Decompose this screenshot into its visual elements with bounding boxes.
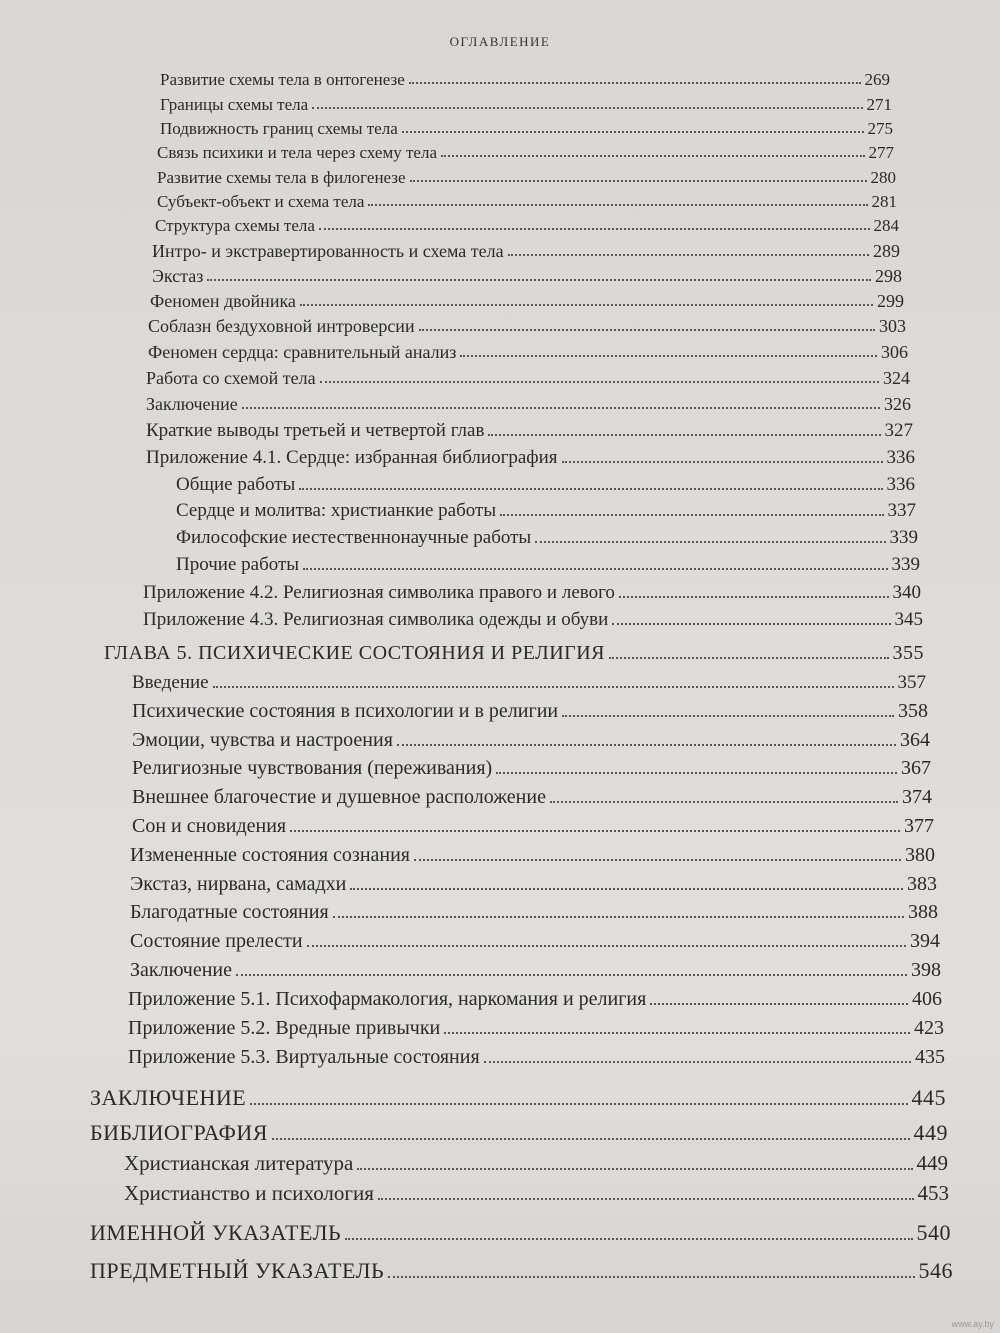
toc-entry-page: 367 [901, 757, 931, 779]
toc-entry-title: Эмоции, чувства и настроения [132, 729, 393, 751]
toc-entry-page: 380 [905, 844, 935, 866]
dot-leader [402, 131, 864, 133]
toc-entry-page: 453 [917, 1181, 949, 1205]
dot-leader [350, 888, 903, 890]
toc-entry [157, 168, 896, 188]
dot-leader [307, 945, 906, 947]
toc-entry-page: 435 [915, 1046, 945, 1068]
toc-entry [176, 500, 916, 522]
toc-entry-page: 340 [892, 582, 921, 603]
toc-entry [90, 1085, 946, 1111]
toc-entry-page: 280 [870, 168, 896, 187]
toc-entry-page: 337 [887, 500, 916, 521]
dot-leader [207, 279, 871, 281]
toc-entry [146, 447, 915, 469]
toc-entry [132, 672, 926, 694]
toc-entry [143, 582, 921, 604]
toc-entry-title: Сон и сновидения [132, 815, 287, 837]
toc-entry-page: 327 [884, 420, 913, 441]
toc-entry [132, 700, 928, 723]
toc-entry [143, 609, 923, 631]
toc-entry [146, 368, 910, 389]
dot-leader [612, 623, 890, 625]
toc-entry-page: 449 [913, 1120, 948, 1145]
toc-entry-title: Измененные состояния сознания [130, 844, 411, 866]
toc-entry-title: Краткие выводы третьей и четвертой глав [146, 420, 485, 441]
toc-entry [157, 192, 897, 212]
toc-entry [132, 729, 930, 752]
toc-entry-title: Субъект-объект и схема тела [157, 192, 365, 211]
dot-leader [299, 488, 882, 490]
toc-entry-page: 298 [875, 266, 902, 286]
toc-entry-page: 355 [892, 642, 924, 664]
toc-entry-page: 388 [908, 901, 938, 923]
dot-leader [650, 1003, 908, 1005]
toc-entry-page: 406 [912, 988, 942, 1010]
dot-leader [562, 461, 883, 463]
toc-entry [157, 143, 894, 163]
toc-entry-title: Христианство и психология [124, 1181, 374, 1205]
toc-entry-title: Заключение [146, 394, 238, 414]
toc-entry-page: 303 [879, 316, 906, 336]
toc-entry-page: 326 [884, 394, 911, 414]
dot-leader [319, 228, 870, 230]
toc-entry [128, 988, 942, 1011]
toc-entry-page: 394 [910, 930, 940, 952]
toc-entry-page: 339 [889, 527, 918, 548]
toc-entry-title: Религиозные чувствования (переживания) [132, 757, 493, 779]
toc-entry [130, 844, 935, 867]
dot-leader [609, 657, 888, 659]
toc-entry [130, 959, 941, 982]
toc-entry-title: Прочие работы [176, 554, 300, 575]
dot-leader [441, 155, 865, 157]
dot-leader [368, 204, 867, 206]
dot-leader [414, 859, 901, 861]
toc-entry-title: Связь психики и тела через схему тела [157, 143, 437, 162]
toc-entry-page: 277 [868, 143, 894, 162]
toc-entry [90, 1220, 951, 1246]
dot-leader [320, 381, 879, 383]
toc-entry-page: 299 [877, 291, 904, 311]
toc-entry [146, 394, 911, 415]
toc-entry-title: Феномен сердца: сравнительный анализ [148, 342, 457, 362]
dot-leader [619, 596, 889, 598]
dot-leader [508, 254, 869, 256]
dot-leader [562, 715, 894, 717]
dot-leader [535, 541, 885, 543]
toc-entry-title: Философские иестественнонаучные работы [176, 527, 532, 548]
dot-leader [250, 1103, 907, 1105]
dot-leader [410, 180, 867, 182]
toc-entry-title: Приложение 4.3. Религиозная символика одежды и обуви [143, 609, 609, 630]
toc-entry-title: БИБЛИОГРАФИЯ [90, 1120, 268, 1145]
toc-entry-page: 345 [894, 609, 923, 630]
toc-entry-page: 449 [916, 1151, 948, 1175]
dot-leader [496, 772, 897, 774]
toc-entry-title: Развитие схемы тела в филогенезе [157, 168, 406, 187]
toc-entry-page: 364 [900, 729, 930, 751]
dot-leader [290, 830, 900, 832]
toc-entry [146, 420, 913, 442]
toc-entry [104, 642, 924, 665]
toc-entry [155, 216, 899, 236]
toc-entry [128, 1017, 944, 1040]
dot-leader [213, 686, 894, 688]
toc-entry-page: 423 [914, 1017, 944, 1039]
toc-entry-title: Состояние прелести [130, 930, 303, 952]
dot-leader [333, 916, 904, 918]
dot-leader [303, 568, 887, 570]
toc-entry [150, 291, 904, 312]
toc-entry-title: ИМЕННОЙ УКАЗАТЕЛЬ [90, 1220, 342, 1245]
toc-entry [132, 815, 934, 838]
toc-entry-title: Работа со схемой тела [146, 368, 316, 388]
dot-leader [236, 974, 907, 976]
toc-entry [130, 930, 940, 953]
dot-leader [444, 1032, 910, 1034]
toc-entry-page: 546 [918, 1258, 953, 1283]
dot-leader [397, 744, 896, 746]
toc-entry-title: Приложение 4.2. Религиозная символика правого и левого [143, 582, 615, 603]
toc-entry-page: 275 [867, 119, 893, 138]
toc-entry [124, 1181, 949, 1206]
toc-entry-page: 398 [911, 959, 941, 981]
toc-entry-title: Развитие схемы тела в онтогенезе [160, 70, 405, 89]
toc-entry-title: ЗАКЛЮЧЕНИЕ [90, 1085, 247, 1110]
toc-entry-page: 383 [907, 873, 937, 895]
toc-entry-page: 336 [886, 474, 915, 495]
toc-entry [132, 786, 932, 809]
toc-entry-page: 281 [871, 192, 897, 211]
toc-entry-page: 445 [911, 1085, 946, 1110]
toc-entry-page: 336 [886, 447, 915, 468]
toc-entry-page: 289 [873, 241, 900, 261]
toc-entry-title: Психические состояния в психологии и в религии [132, 700, 559, 722]
toc-entry [124, 1151, 948, 1176]
toc-entry-page: 339 [891, 554, 920, 575]
toc-entry [152, 241, 900, 262]
toc-entry-title: Внешнее благочестие и душевное расположение [132, 786, 546, 808]
dot-leader [345, 1238, 912, 1240]
dot-leader [409, 82, 861, 84]
toc-entry-page: 357 [897, 672, 926, 693]
toc-entry-page: 284 [873, 216, 899, 235]
dot-leader [460, 355, 877, 357]
dot-leader [312, 107, 862, 109]
dot-leader [357, 1168, 912, 1170]
toc-entry-title: Введение [132, 672, 209, 693]
toc-entry-title: Приложение 4.1. Сердце: избранная библиография [146, 447, 558, 468]
dot-leader [550, 801, 898, 803]
watermark: www.ay.by [951, 1319, 994, 1329]
toc-entry [148, 316, 906, 337]
toc-entry [176, 474, 915, 496]
toc-entry-page: 540 [916, 1220, 951, 1245]
dot-leader [388, 1276, 914, 1278]
dot-leader [500, 514, 883, 516]
running-header: ОГЛАВЛЕНИЕ [449, 34, 551, 49]
toc-entry-title: Экстаз [152, 266, 204, 286]
toc-entry-title: Заключение [130, 959, 232, 981]
toc-entry-title: Сердце и молитва: христианкие работы [176, 500, 497, 521]
toc-entry-title: Феномен двойника [150, 291, 296, 311]
toc-entry [148, 342, 908, 363]
toc-entry-page: 324 [883, 368, 910, 388]
toc-entry-title: ПРЕДМЕТНЫЙ УКАЗАТЕЛЬ [90, 1258, 385, 1283]
toc-entry [160, 95, 892, 115]
toc-entry [130, 873, 937, 896]
toc-entry [90, 1258, 953, 1284]
toc-entry-title: Общие работы [176, 474, 296, 495]
dot-leader [272, 1138, 910, 1140]
dot-leader [242, 407, 880, 409]
toc-entry-title: Подвижность границ схемы тела [160, 119, 398, 138]
toc-entry [176, 527, 918, 549]
toc-entry [90, 1120, 948, 1146]
toc-entry-title: Приложение 5.2. Вредные привычки [128, 1017, 441, 1039]
toc-entry-title: Христианская литература [124, 1151, 354, 1175]
toc-entry-page: 271 [866, 95, 892, 114]
toc-entry [176, 554, 920, 576]
toc-entry-title: Приложение 5.1. Психофармакология, наркомания и религия [128, 988, 647, 1010]
dot-leader [484, 1061, 911, 1063]
toc-entry [128, 1046, 945, 1069]
dot-leader [300, 304, 873, 306]
toc-entry-title: Благодатные состояния [130, 901, 329, 923]
toc-entry-page: 374 [902, 786, 932, 808]
toc-entry-page: 306 [881, 342, 908, 362]
toc-entry [130, 901, 938, 924]
toc-entry-title: Интро- и экстравертированность и схема тела [152, 241, 504, 261]
toc-entry-page: 377 [904, 815, 934, 837]
toc-entry [152, 266, 902, 287]
toc-entry-page: 358 [898, 700, 928, 722]
toc-entry-title: ГЛАВА 5. ПСИХИЧЕСКИЕ СОСТОЯНИЯ И РЕЛИГИЯ [104, 642, 606, 664]
toc-entry-title: Приложение 5.3. Виртуальные состояния [128, 1046, 480, 1068]
toc-entry-title: Соблазн бездуховной интроверсии [148, 316, 415, 336]
toc-entry-title: Структура схемы тела [155, 216, 315, 235]
dot-leader [488, 434, 880, 436]
toc-entry [160, 119, 893, 139]
toc-entry-page: 269 [864, 70, 890, 89]
toc-entry-title: Границы схемы тела [160, 95, 309, 114]
toc-entry-title: Экстаз, нирвана, самадхи [130, 873, 347, 895]
dot-leader [419, 329, 875, 331]
dot-leader [378, 1198, 914, 1200]
toc-entry [132, 757, 931, 780]
toc-entry [160, 70, 890, 90]
